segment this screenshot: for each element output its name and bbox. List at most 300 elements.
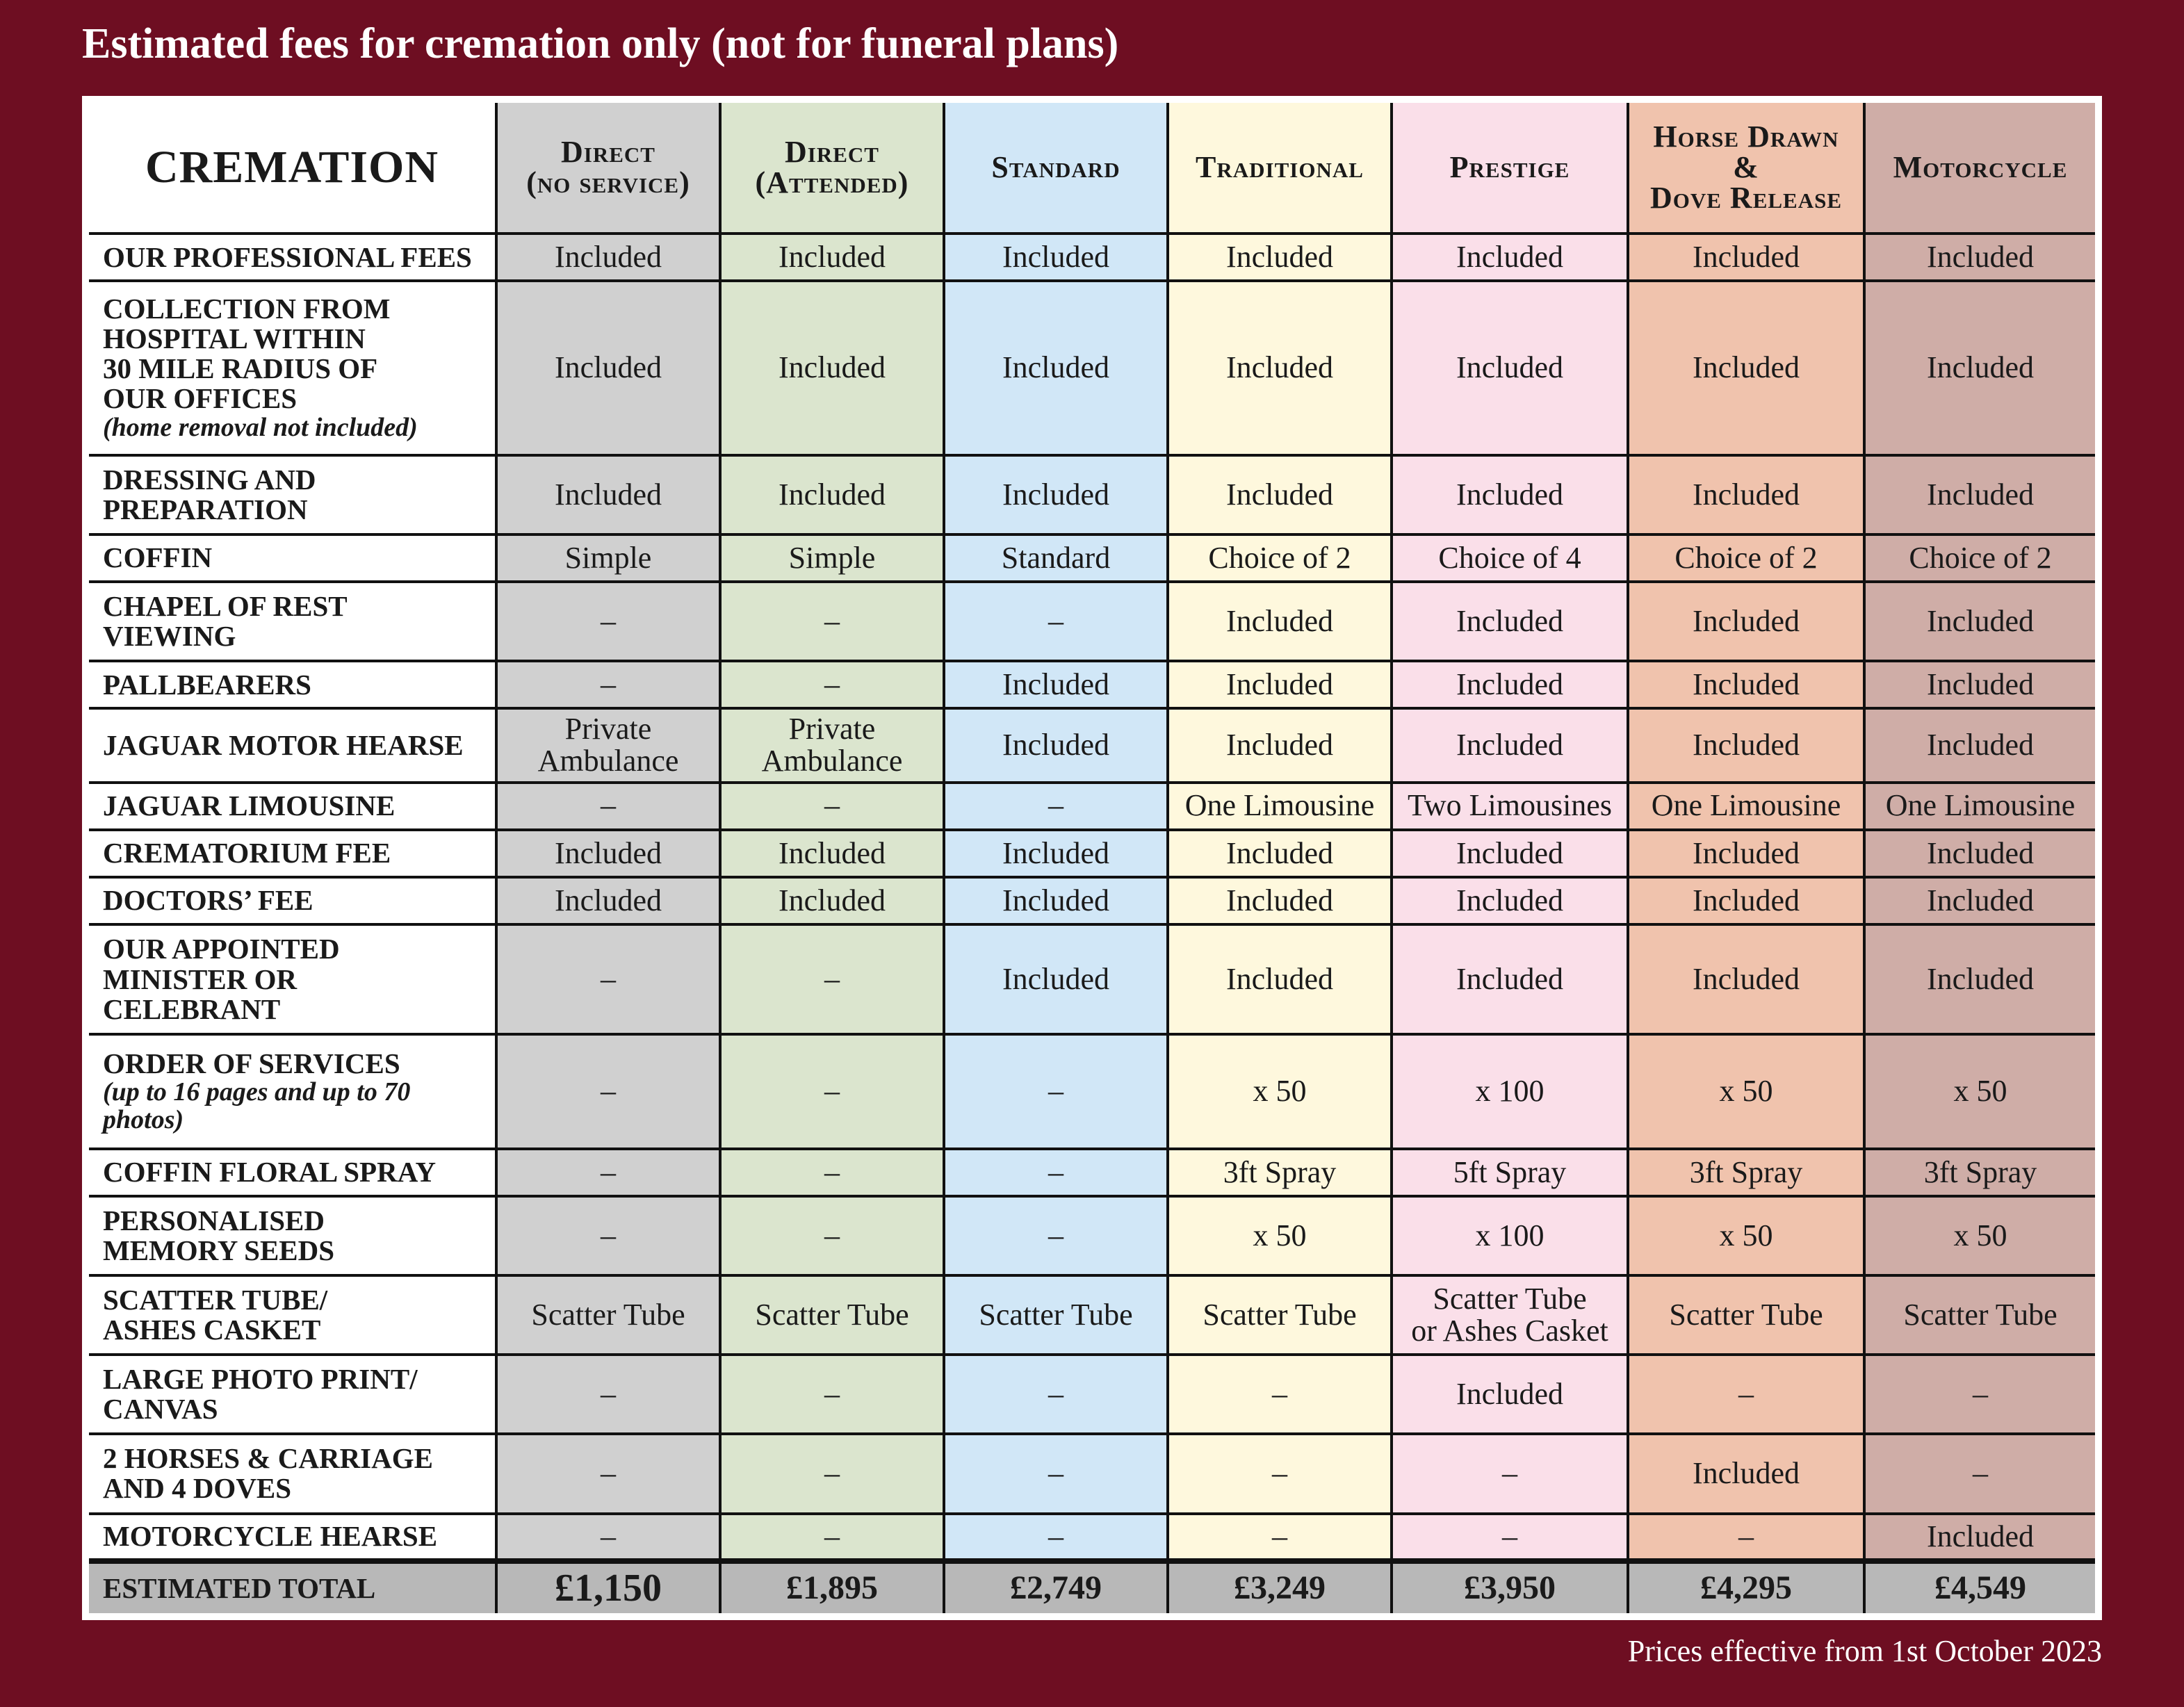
row-label-line: CANVAS: [103, 1393, 218, 1426]
table-cell: [944, 234, 1168, 281]
cell-value: 3ft Spray: [1223, 1154, 1337, 1189]
row-label-line: COLLECTION FROM: [103, 293, 391, 325]
table-cell: [1168, 1434, 1392, 1513]
cell-value: –: [601, 788, 616, 823]
table-cell: [944, 783, 1168, 830]
cell-value: 3ft Spray: [1923, 1154, 2037, 1189]
table-cell: [496, 783, 720, 830]
table-cell: [496, 661, 720, 708]
cell-value: Included: [1456, 350, 1563, 385]
cell-value: –: [601, 603, 616, 638]
cell-value: Included: [1456, 728, 1563, 762]
table-row: [89, 708, 2095, 782]
table-cell: [720, 783, 944, 830]
table-cell: [720, 661, 944, 708]
table-cell: [720, 708, 944, 782]
cell-value: –: [824, 1218, 840, 1252]
cell-value: Choice of 4: [1438, 540, 1581, 575]
table-cell: [1864, 708, 2095, 782]
table-cell: [1864, 534, 2095, 582]
cell-value: Simple: [788, 540, 876, 575]
table-cell: [1392, 1149, 1628, 1196]
table-cell: [720, 1434, 944, 1513]
column-header-line: Direct: [561, 135, 655, 169]
table-cell: [944, 1355, 1168, 1434]
estimated-total-value: £2,749: [944, 1561, 1168, 1613]
table-cell: [1392, 783, 1628, 830]
column-header-line: Dove Release: [1649, 181, 1843, 215]
table-cell: [1864, 1434, 2095, 1513]
cell-value: Included: [1693, 350, 1800, 385]
row-label-text: ORDER OF SERVICES: [103, 1047, 400, 1079]
table-cell: [1864, 281, 2095, 455]
table-cell: [1864, 661, 2095, 708]
table-cell: [1628, 1355, 1864, 1434]
cell-value: Scatter Tube: [1669, 1297, 1823, 1332]
table-cell: [1628, 534, 1864, 582]
column-header-motorcycle: [1864, 103, 2095, 234]
cell-value: –: [601, 1519, 616, 1553]
row-label: [89, 1434, 496, 1513]
cell-value: Scatter Tube: [1433, 1281, 1587, 1316]
cell-value: x 50: [1253, 1218, 1307, 1252]
cell-value: –: [824, 1154, 840, 1189]
cell-value: –: [824, 1377, 840, 1412]
table-cell: [1392, 234, 1628, 281]
table-row: [89, 234, 2095, 281]
table-cell: [1628, 582, 1864, 661]
table-row: [89, 281, 2095, 455]
cell-value: Included: [1927, 477, 2034, 512]
column-header-line: Standard: [991, 150, 1120, 184]
cell-value: –: [601, 1074, 616, 1109]
cell-value: –: [824, 667, 840, 702]
estimated-total-value: £4,549: [1864, 1561, 2095, 1613]
cell-value: Scatter Tube: [755, 1297, 909, 1332]
estimated-total-value: £1,150: [496, 1561, 720, 1613]
cell-value: Included: [1927, 239, 2034, 274]
table-cell: [1628, 877, 1864, 924]
row-label-line: PERSONALISED: [103, 1204, 325, 1236]
table-cell: [1168, 281, 1392, 455]
cell-value: –: [1973, 1456, 1988, 1491]
cell-value: –: [1048, 1519, 1064, 1553]
cell-value: Included: [1226, 603, 1333, 638]
cell-value: –: [824, 1519, 840, 1553]
cell-value: Included: [1927, 603, 2034, 638]
row-label-text: OUR PROFESSIONAL FEES: [103, 240, 472, 273]
table-cell: [1864, 1149, 2095, 1196]
cell-value: Included: [1226, 961, 1333, 996]
cell-value: Private: [564, 712, 652, 746]
cell-value: Included: [1226, 667, 1333, 702]
cell-value: Included: [779, 883, 886, 917]
table-cell: [1628, 1034, 1864, 1148]
table-row: [89, 1434, 2095, 1513]
table-cell: [1628, 281, 1864, 455]
table-cell: [1168, 1149, 1392, 1196]
table-cell: [944, 582, 1168, 661]
row-label-text: PALLBEARERS: [103, 668, 311, 701]
cell-value: Choice of 2: [1674, 540, 1818, 575]
cell-value: –: [1048, 1154, 1064, 1189]
row-label-line: DRESSING AND: [103, 463, 316, 496]
cell-value: –: [601, 961, 616, 996]
cell-value: Included: [1693, 477, 1800, 512]
cell-value: x 50: [1719, 1218, 1773, 1252]
cell-value: –: [1048, 603, 1064, 638]
table-cell: [944, 534, 1168, 582]
cell-value: Included: [1002, 667, 1109, 702]
cell-value: Included: [555, 835, 662, 870]
table-cell: [1864, 582, 2095, 661]
table-row: [89, 1355, 2095, 1434]
estimated-total-row: [89, 1561, 2095, 1613]
table-cell: [1168, 1196, 1392, 1275]
table-cell: [1628, 783, 1864, 830]
table-cell: [1392, 1355, 1628, 1434]
table-row: [89, 534, 2095, 582]
cell-value: Included: [1456, 603, 1563, 638]
table-cell: [496, 924, 720, 1034]
table-cell: [1168, 1514, 1392, 1561]
cell-value: –: [601, 1218, 616, 1252]
table-cell: [496, 534, 720, 582]
column-header-standard: [944, 103, 1168, 234]
table-cell: [720, 924, 944, 1034]
row-label: [89, 1275, 496, 1355]
row-label: [89, 1034, 496, 1148]
row-label-text: JAGUAR MOTOR HEARSE: [103, 728, 464, 761]
table-cell: [720, 830, 944, 877]
cell-value: Included: [1226, 835, 1333, 870]
table-cell: [496, 1149, 720, 1196]
cell-value: Included: [1002, 239, 1109, 274]
cell-value: Included: [1002, 835, 1109, 870]
cell-value: –: [1738, 1377, 1754, 1412]
table-header-row: [89, 103, 2095, 234]
cell-value: Included: [1002, 883, 1109, 917]
cell-value: 5ft Spray: [1453, 1154, 1567, 1189]
cell-value: x 50: [1253, 1074, 1307, 1109]
cell-value: Included: [1927, 961, 2034, 996]
cell-value: Included: [1456, 239, 1563, 274]
cell-value: Included: [779, 350, 886, 385]
table-cell: [720, 455, 944, 534]
table-cell: [496, 1196, 720, 1275]
cell-value: Included: [1002, 728, 1109, 762]
table-cell: [1168, 534, 1392, 582]
cell-value: Included: [1226, 883, 1333, 917]
table-cell: [1628, 1196, 1864, 1275]
cell-value: Included: [1927, 835, 2034, 870]
table-cell: [1628, 830, 1864, 877]
table-cell: [496, 1275, 720, 1355]
cell-value: –: [824, 603, 840, 638]
cell-value: Included: [1693, 883, 1800, 917]
estimated-total-value: £3,249: [1168, 1561, 1392, 1613]
table-cell: [1392, 281, 1628, 455]
table-cell: [1168, 708, 1392, 782]
table-cell: [720, 1514, 944, 1561]
cell-value: –: [1502, 1456, 1517, 1491]
row-label: [89, 1514, 496, 1561]
row-label: [89, 281, 496, 455]
column-header-prestige: [1392, 103, 1628, 234]
row-label-line: ASHES CASKET: [103, 1313, 321, 1346]
row-label: [89, 1355, 496, 1434]
table-cell: [1628, 1275, 1864, 1355]
table-cell: [1168, 1275, 1392, 1355]
table-cell: [720, 1275, 944, 1355]
cell-value: One Limousine: [1651, 788, 1841, 823]
cell-value: Included: [1693, 835, 1800, 870]
table-cell: [1392, 877, 1628, 924]
row-label-note: (up to 16 pages and up to 70 photos): [103, 1077, 411, 1134]
row-label-text: MOTORCYCLE HEARSE: [103, 1520, 438, 1553]
column-header-line: &: [1733, 150, 1759, 184]
table-cell: [1864, 1275, 2095, 1355]
table-cell: [496, 708, 720, 782]
row-label-text: COFFIN FLORAL SPRAY: [103, 1156, 437, 1189]
table-cell: [1628, 924, 1864, 1034]
table-cell: [496, 1514, 720, 1561]
table-cell: [944, 1196, 1168, 1275]
cell-value: Included: [1693, 1456, 1800, 1491]
table-cell: [720, 534, 944, 582]
table-cell: [496, 455, 720, 534]
row-label-line: CELEBRANT: [103, 993, 281, 1025]
table-cell: [720, 877, 944, 924]
table-cell: [1168, 1034, 1392, 1148]
table-cell: [944, 830, 1168, 877]
table-cell: [944, 1149, 1168, 1196]
cell-value: Included: [779, 477, 886, 512]
table-cell: [944, 1514, 1168, 1561]
row-label-line: PREPARATION: [103, 493, 308, 525]
cell-value: Included: [1456, 1377, 1563, 1412]
table-cell: [1392, 830, 1628, 877]
table-row: [89, 877, 2095, 924]
cell-value: Included: [1226, 477, 1333, 512]
table-cell: [496, 1355, 720, 1434]
table-cell: [1168, 877, 1392, 924]
cell-value: Scatter Tube: [531, 1297, 685, 1332]
row-label-text: CREMATORIUM FEE: [103, 837, 391, 869]
table-body: [89, 234, 2095, 1613]
table-cell: [720, 1196, 944, 1275]
table-row: [89, 1275, 2095, 1355]
cell-value: –: [824, 1074, 840, 1109]
row-label: [89, 661, 496, 708]
table-cell: [1392, 1034, 1628, 1148]
row-label: [89, 234, 496, 281]
table-cell: [496, 1434, 720, 1513]
row-label-line: MINISTER OR: [103, 963, 298, 995]
table-row: [89, 661, 2095, 708]
cell-value: Included: [1693, 239, 1800, 274]
cell-value: –: [601, 1456, 616, 1491]
estimated-total-value: £1,895: [720, 1561, 944, 1613]
cell-value: Included: [555, 239, 662, 274]
cell-value: Included: [555, 477, 662, 512]
table-cell: [1628, 455, 1864, 534]
table-cell: [496, 281, 720, 455]
table-row: [89, 830, 2095, 877]
table-cell: [1168, 924, 1392, 1034]
cell-value-line2: or Ashes Casket: [1411, 1313, 1608, 1348]
cell-value: –: [1272, 1456, 1287, 1491]
column-header-horse-drawn: [1628, 103, 1864, 234]
column-header-line: Traditional: [1196, 150, 1364, 184]
cell-value: Included: [1226, 239, 1333, 274]
column-header-line: Prestige: [1449, 150, 1570, 184]
table-cell: [1864, 924, 2095, 1034]
table-cell: [1168, 661, 1392, 708]
cell-value: Included: [1693, 728, 1800, 762]
row-label-note: (home removal not included): [103, 412, 418, 442]
table-cell: [1864, 234, 2095, 281]
table-cell: [944, 1434, 1168, 1513]
table-cell: [720, 582, 944, 661]
table-cell: [1168, 783, 1392, 830]
cell-value: –: [824, 961, 840, 996]
cell-value: –: [601, 1377, 616, 1412]
cell-value: x 100: [1475, 1218, 1545, 1252]
cell-value: Choice of 2: [1909, 540, 2052, 575]
cell-value: Included: [1456, 477, 1563, 512]
table-cell: [944, 877, 1168, 924]
table-cell: [496, 877, 720, 924]
page-title: Estimated fees for cremation only (not for funeral plans): [82, 20, 1119, 67]
table-cell: [1864, 830, 2095, 877]
table-cell: [1168, 455, 1392, 534]
row-label: [89, 1149, 496, 1196]
estimated-total-value: £4,295: [1628, 1561, 1864, 1613]
row-label: [89, 783, 496, 830]
column-header-line: (Attended): [755, 165, 909, 199]
table-cell: [1628, 1514, 1864, 1561]
cell-value: –: [601, 667, 616, 702]
table-cell: [720, 1149, 944, 1196]
estimated-total-label: ESTIMATED TOTAL: [89, 1561, 496, 1613]
table-cell: [944, 924, 1168, 1034]
table-cell: [1392, 582, 1628, 661]
cell-value: 3ft Spray: [1689, 1154, 1803, 1189]
cell-value: –: [601, 1154, 616, 1189]
cell-value: Included: [779, 835, 886, 870]
table-cell: [1168, 830, 1392, 877]
row-label-text: COFFIN: [103, 541, 213, 574]
cell-value: x 50: [1953, 1074, 2007, 1109]
table-cell: [1392, 661, 1628, 708]
row-label: [89, 877, 496, 924]
cell-value: One Limousine: [1885, 788, 2076, 823]
table-cell: [944, 455, 1168, 534]
cell-value: x 100: [1475, 1074, 1545, 1109]
table-cell: [944, 708, 1168, 782]
cell-value: Included: [1693, 603, 1800, 638]
table-cell: [1392, 1196, 1628, 1275]
table-row: [89, 1196, 2095, 1275]
row-label-line: VIEWING: [103, 620, 236, 653]
row-label-line: HOSPITAL WITHIN: [103, 322, 366, 355]
row-label: [89, 455, 496, 534]
cell-value: –: [824, 788, 840, 823]
table-row: [89, 1034, 2095, 1148]
table-cell: [1168, 234, 1392, 281]
column-header-line: Direct: [785, 135, 879, 169]
row-label: [89, 1196, 496, 1275]
cell-value: –: [1272, 1377, 1287, 1412]
table-row: [89, 783, 2095, 830]
table-cell: [1628, 1434, 1864, 1513]
column-header-traditional: [1168, 103, 1392, 234]
cell-value-line2: Ambulance: [761, 744, 903, 778]
table-row: [89, 455, 2095, 534]
cell-value: One Limousine: [1184, 788, 1375, 823]
cell-value: Included: [1226, 350, 1333, 385]
row-label-line: MEMORY SEEDS: [103, 1234, 335, 1266]
row-label-line: CHAPEL OF REST: [103, 590, 348, 623]
table-cell: [496, 830, 720, 877]
column-header-line: Horse Drawn: [1653, 120, 1839, 154]
table-cell: [1628, 234, 1864, 281]
cell-value: –: [1048, 1218, 1064, 1252]
cell-value: Included: [1456, 961, 1563, 996]
table-cell: [496, 234, 720, 281]
cell-value: Included: [1693, 667, 1800, 702]
table-cell: [944, 661, 1168, 708]
cell-value: Standard: [1001, 540, 1111, 575]
cell-value: Included: [1456, 835, 1563, 870]
row-label-line: OUR OFFICES: [103, 382, 298, 415]
row-label-line: SCATTER TUBE/: [103, 1283, 328, 1316]
table-cell: [1864, 1355, 2095, 1434]
row-label-line: OUR APPOINTED: [103, 933, 340, 965]
table-cell: [496, 1034, 720, 1148]
cell-value: Included: [1002, 961, 1109, 996]
table-cell: [1628, 661, 1864, 708]
cell-value: x 50: [1953, 1218, 2007, 1252]
cell-value: –: [1738, 1519, 1754, 1553]
cell-value: Scatter Tube: [1903, 1297, 2057, 1332]
cell-value: Included: [1927, 350, 2034, 385]
cell-value: –: [824, 1456, 840, 1491]
cell-value: x 50: [1719, 1074, 1773, 1109]
table-cell: [496, 582, 720, 661]
table-cell: [944, 1034, 1168, 1148]
row-label-line: LARGE PHOTO PRINT/: [103, 1363, 418, 1396]
row-label: [89, 534, 496, 582]
cell-value: Private: [788, 712, 876, 746]
cell-value: Included: [1927, 1519, 2034, 1553]
row-label: [89, 924, 496, 1034]
column-header-direct-no-service: [496, 103, 720, 234]
table-cell: [1168, 582, 1392, 661]
cell-value: Included: [1456, 883, 1563, 917]
cell-value: –: [1048, 1456, 1064, 1491]
table-cell: [1392, 1434, 1628, 1513]
estimated-total-value: £3,950: [1392, 1561, 1628, 1613]
table-cell: [720, 1355, 944, 1434]
table-cell: [944, 1275, 1168, 1355]
table-cell: [1864, 1034, 2095, 1148]
table-cell: [944, 281, 1168, 455]
table-cell: [1628, 1149, 1864, 1196]
table-cell: [1392, 534, 1628, 582]
table-cell: [1392, 708, 1628, 782]
